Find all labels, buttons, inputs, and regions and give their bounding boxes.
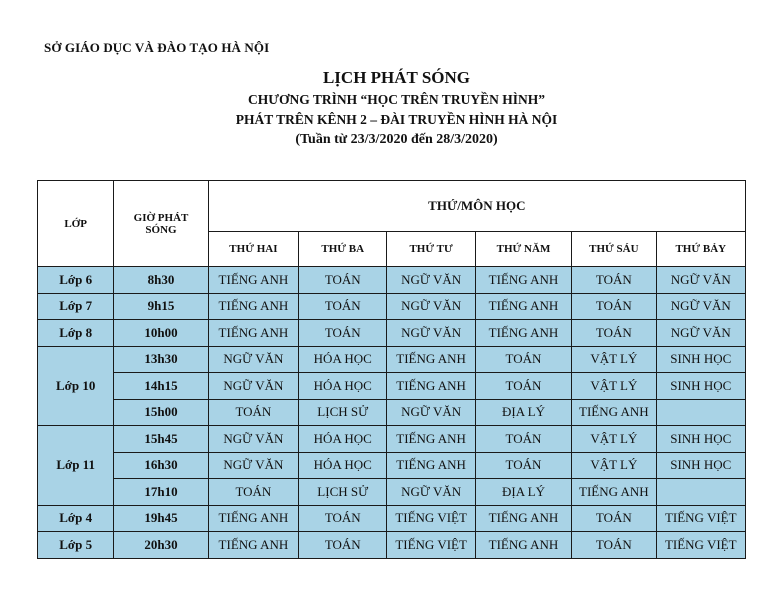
- class-cell: Lớp 10: [38, 346, 114, 426]
- col-time-header: GIỜ PHÁT SÓNG: [114, 181, 208, 267]
- subject-cell: TOÁN: [208, 479, 298, 506]
- time-cell: 19h45: [114, 505, 208, 532]
- subject-cell: HÓA HỌC: [299, 373, 387, 400]
- doc-title: LỊCH PHÁT SÓNG: [322, 68, 471, 87]
- subject-cell: TIẾNG VIỆT: [656, 505, 745, 532]
- subject-cell: HÓA HỌC: [299, 426, 387, 453]
- time-cell: 17h10: [114, 479, 208, 506]
- subject-cell: NGỮ VĂN: [387, 399, 475, 426]
- subject-cell: TOÁN: [572, 320, 656, 347]
- subject-cell: [656, 479, 745, 506]
- subject-cell: VẬT LÝ: [572, 426, 656, 453]
- subject-cell: ĐỊA LÝ: [475, 479, 571, 506]
- subject-cell: TIẾNG VIỆT: [387, 505, 475, 532]
- subject-cell: LỊCH SỬ: [299, 479, 387, 506]
- time-cell: 10h00: [114, 320, 208, 347]
- subject-cell: TOÁN: [572, 532, 656, 559]
- subject-cell: TOÁN: [299, 320, 387, 347]
- table-row: [38, 452, 746, 479]
- org-name: SỞ GIÁO DỤC VÀ ĐÀO TẠO HÀ NỘI: [44, 40, 270, 55]
- table-row: [38, 267, 746, 294]
- time-cell: 9h15: [114, 293, 208, 320]
- time-cell: 8h30: [114, 267, 208, 294]
- class-cell: Lớp 8: [38, 320, 114, 347]
- subject-cell: NGỮ VĂN: [208, 452, 298, 479]
- subject-cell: NGỮ VĂN: [387, 320, 475, 347]
- subject-cell: LỊCH SỬ: [299, 399, 387, 426]
- subject-cell: NGỮ VĂN: [656, 267, 745, 294]
- subject-cell: NGỮ VĂN: [208, 426, 298, 453]
- subject-cell: NGỮ VĂN: [208, 346, 298, 373]
- subject-cell: TIẾNG ANH: [208, 532, 298, 559]
- table-row: [38, 373, 746, 400]
- subject-cell: TIẾNG ANH: [208, 293, 298, 320]
- subject-cell: TIẾNG ANH: [475, 320, 571, 347]
- schedule-table: [37, 180, 746, 559]
- table-row: [38, 399, 746, 426]
- subject-cell: TOÁN: [572, 267, 656, 294]
- subject-cell: NGỮ VĂN: [208, 373, 298, 400]
- subject-cell: TIẾNG ANH: [475, 532, 571, 559]
- subject-cell: HÓA HỌC: [299, 346, 387, 373]
- table-row: [38, 320, 746, 347]
- subject-cell: TOÁN: [299, 293, 387, 320]
- time-cell: 20h30: [114, 532, 208, 559]
- subject-cell: TIẾNG ANH: [475, 267, 571, 294]
- day-header: THỨ BA: [299, 232, 387, 267]
- subject-cell: NGỮ VĂN: [656, 320, 745, 347]
- subject-cell: [656, 399, 745, 426]
- subject-cell: NGỮ VĂN: [656, 293, 745, 320]
- subject-cell: TOÁN: [299, 505, 387, 532]
- day-header: THỨ SÁU: [572, 232, 656, 267]
- subject-cell: TIẾNG VIỆT: [387, 532, 475, 559]
- class-cell: Lớp 11: [38, 426, 114, 506]
- subject-cell: TIẾNG ANH: [572, 399, 656, 426]
- subject-cell: TIẾNG ANH: [208, 320, 298, 347]
- subject-cell: TIẾNG ANH: [208, 267, 298, 294]
- subject-cell: TIẾNG ANH: [572, 479, 656, 506]
- subject-cell: SINH HỌC: [656, 452, 745, 479]
- subject-cell: VẬT LÝ: [572, 452, 656, 479]
- subject-cell: TOÁN: [475, 452, 571, 479]
- week-range: (Tuần từ 23/3/2020 đến 28/3/2020): [295, 132, 498, 147]
- subject-cell: TIẾNG VIỆT: [656, 532, 745, 559]
- day-header: THỨ HAI: [208, 232, 298, 267]
- subject-cell: HÓA HỌC: [299, 452, 387, 479]
- subject-cell: TOÁN: [475, 426, 571, 453]
- col-subject-header: THỨ/MÔN HỌC: [208, 181, 745, 232]
- subject-cell: TIẾNG ANH: [387, 346, 475, 373]
- day-header: THỨ NĂM: [475, 232, 571, 267]
- subject-cell: NGỮ VĂN: [387, 293, 475, 320]
- subject-cell: TIẾNG ANH: [475, 505, 571, 532]
- class-cell: Lớp 5: [38, 532, 114, 559]
- subject-cell: TOÁN: [475, 373, 571, 400]
- time-cell: 15h45: [114, 426, 208, 453]
- title-block: [0, 66, 773, 150]
- subject-cell: TIẾNG ANH: [475, 293, 571, 320]
- time-cell: 16h30: [114, 452, 208, 479]
- table-row: [38, 293, 746, 320]
- subject-cell: TIẾNG ANH: [387, 426, 475, 453]
- subject-cell: TOÁN: [572, 293, 656, 320]
- class-cell: Lớp 6: [38, 267, 114, 294]
- subject-cell: NGỮ VĂN: [387, 267, 475, 294]
- subject-cell: VẬT LÝ: [572, 373, 656, 400]
- subject-cell: TIẾNG ANH: [387, 452, 475, 479]
- subject-cell: NGỮ VĂN: [387, 479, 475, 506]
- subject-cell: SINH HỌC: [656, 426, 745, 453]
- time-cell: 14h15: [114, 373, 208, 400]
- subject-cell: TOÁN: [299, 532, 387, 559]
- day-header: THỨ BẢY: [656, 232, 745, 267]
- subject-cell: TOÁN: [208, 399, 298, 426]
- table-row: [38, 479, 746, 506]
- table-row: [38, 426, 746, 453]
- subject-cell: TOÁN: [299, 267, 387, 294]
- subject-cell: SINH HỌC: [656, 346, 745, 373]
- col-class-header: LỚP: [38, 181, 114, 267]
- table-row: [38, 505, 746, 532]
- subject-cell: VẬT LÝ: [572, 346, 656, 373]
- table-row: [38, 532, 746, 559]
- header-row: [38, 181, 746, 232]
- subject-cell: TOÁN: [475, 346, 571, 373]
- day-header: THỨ TƯ: [387, 232, 475, 267]
- time-cell: 13h30: [114, 346, 208, 373]
- table-row: [38, 346, 746, 373]
- program-name: CHƯƠNG TRÌNH “HỌC TRÊN TRUYỀN HÌNH”: [248, 92, 545, 107]
- channel-name: PHÁT TRÊN KÊNH 2 – ĐÀI TRUYỀN HÌNH HÀ NỘI: [235, 112, 558, 127]
- subject-cell: SINH HỌC: [656, 373, 745, 400]
- class-cell: Lớp 7: [38, 293, 114, 320]
- class-cell: Lớp 4: [38, 505, 114, 532]
- time-cell: 15h00: [114, 399, 208, 426]
- subject-cell: ĐỊA LÝ: [475, 399, 571, 426]
- subject-cell: TOÁN: [572, 505, 656, 532]
- subject-cell: TIẾNG ANH: [387, 373, 475, 400]
- subject-cell: TIẾNG ANH: [208, 505, 298, 532]
